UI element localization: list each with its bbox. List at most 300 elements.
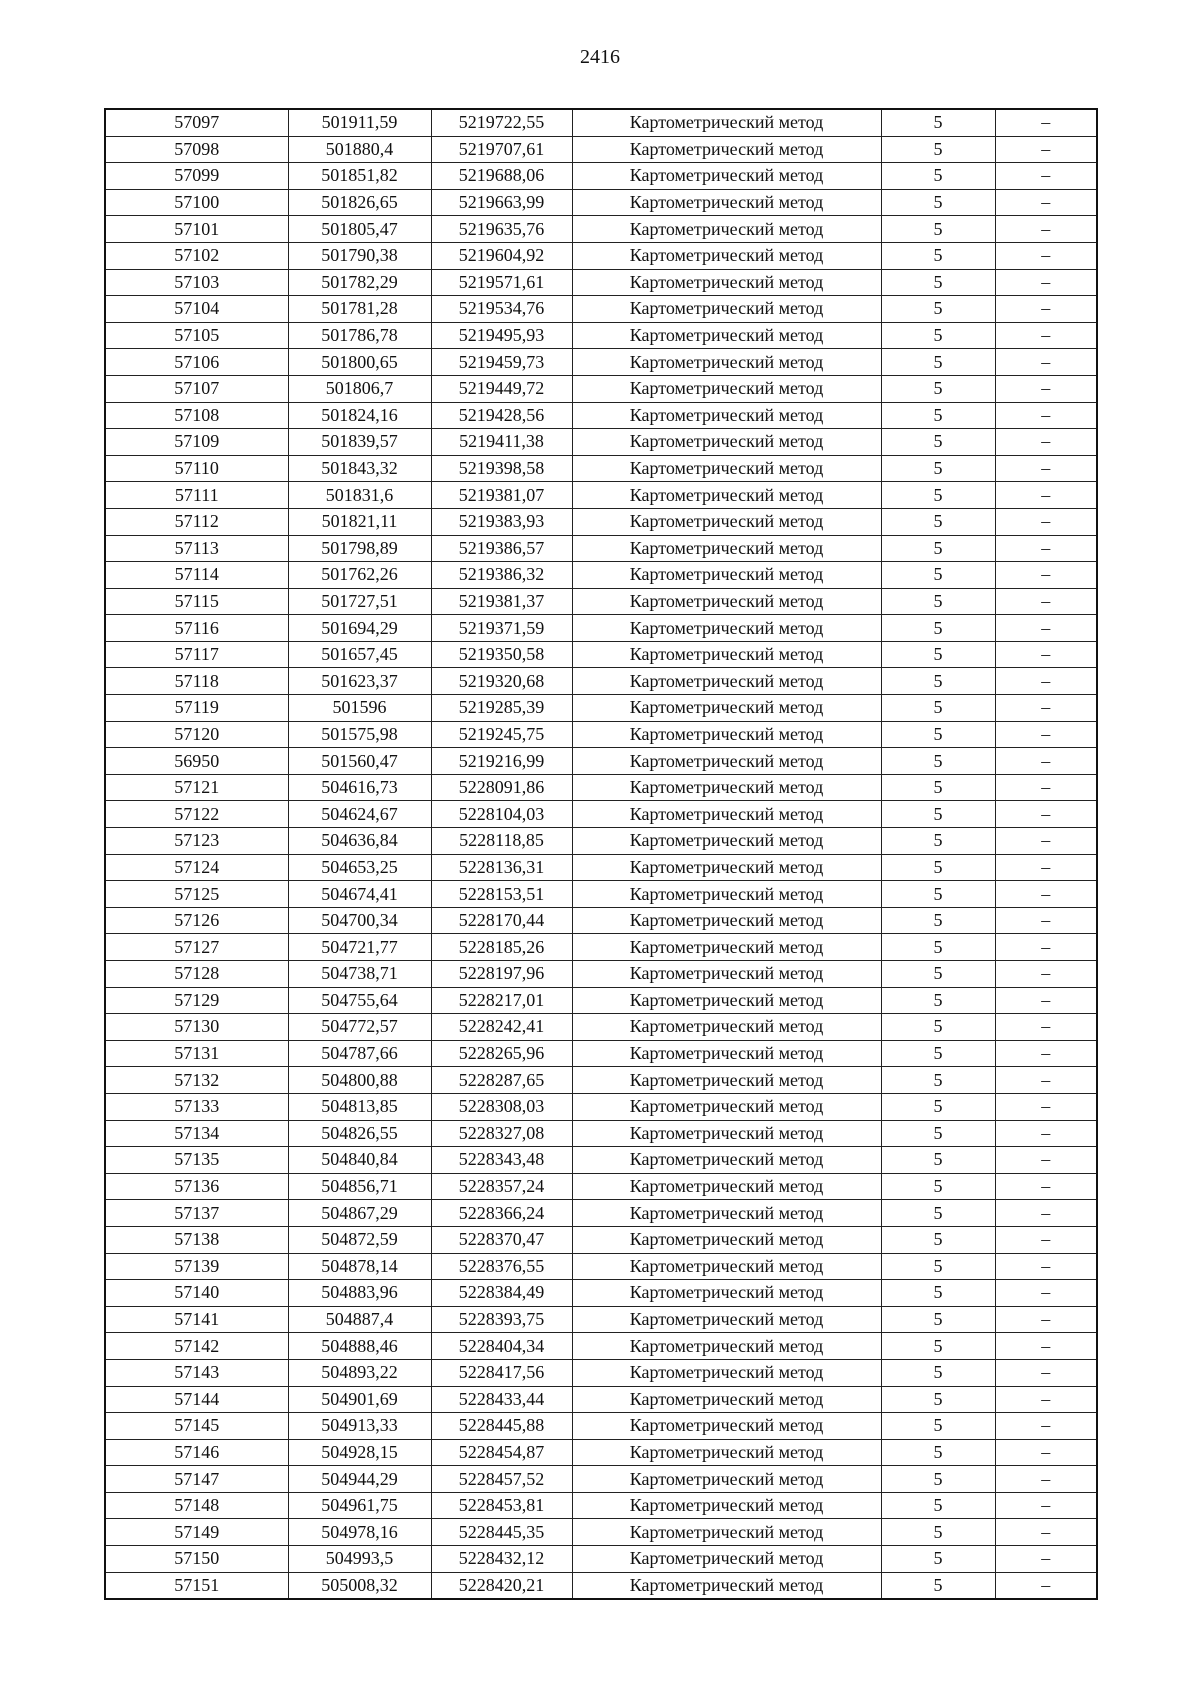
method-cell: Картометрический метод <box>572 455 881 482</box>
accuracy-cell: 5 <box>881 535 995 562</box>
coordinates-table <box>104 108 1098 1600</box>
point-number-cell: 57144 <box>105 1386 288 1413</box>
x-coordinate-cell: 501762,26 <box>288 562 431 589</box>
accuracy-cell: 5 <box>881 1200 995 1227</box>
page-number: 2416 <box>580 46 620 68</box>
point-number-cell: 57115 <box>105 588 288 615</box>
y-coordinate-cell: 5228432,12 <box>431 1546 572 1573</box>
description-cell: – <box>995 1200 1097 1227</box>
description-cell: – <box>995 1173 1097 1200</box>
table-row <box>105 1014 1097 1041</box>
point-number-cell: 57133 <box>105 1093 288 1120</box>
method-cell: Картометрический метод <box>572 508 881 535</box>
table-row <box>105 615 1097 642</box>
method-cell: Картометрический метод <box>572 1120 881 1147</box>
method-cell: Картометрический метод <box>572 721 881 748</box>
point-number-cell: 57134 <box>105 1120 288 1147</box>
y-coordinate-cell: 5219722,55 <box>431 109 572 136</box>
method-cell: Картометрический метод <box>572 242 881 269</box>
y-coordinate-cell: 5228265,96 <box>431 1040 572 1067</box>
y-coordinate-cell: 5228308,03 <box>431 1093 572 1120</box>
description-cell: – <box>995 588 1097 615</box>
accuracy-cell: 5 <box>881 1439 995 1466</box>
table-row <box>105 269 1097 296</box>
accuracy-cell: 5 <box>881 1466 995 1493</box>
table-row <box>105 1492 1097 1519</box>
y-coordinate-cell: 5219216,99 <box>431 748 572 775</box>
y-coordinate-cell: 5219534,76 <box>431 296 572 323</box>
y-coordinate-cell: 5228384,49 <box>431 1280 572 1307</box>
method-cell: Картометрический метод <box>572 854 881 881</box>
y-coordinate-cell: 5228197,96 <box>431 961 572 988</box>
x-coordinate-cell: 504872,59 <box>288 1226 431 1253</box>
accuracy-cell: 5 <box>881 615 995 642</box>
x-coordinate-cell: 504674,41 <box>288 881 431 908</box>
y-coordinate-cell: 5219571,61 <box>431 269 572 296</box>
accuracy-cell: 5 <box>881 1067 995 1094</box>
method-cell: Картометрический метод <box>572 1519 881 1546</box>
x-coordinate-cell: 504856,71 <box>288 1173 431 1200</box>
x-coordinate-cell: 504928,15 <box>288 1439 431 1466</box>
y-coordinate-cell: 5219386,32 <box>431 562 572 589</box>
table-row <box>105 1359 1097 1386</box>
x-coordinate-cell: 501798,89 <box>288 535 431 562</box>
description-cell: – <box>995 748 1097 775</box>
point-number-cell: 57107 <box>105 375 288 402</box>
accuracy-cell: 5 <box>881 1546 995 1573</box>
accuracy-cell: 5 <box>881 189 995 216</box>
description-cell: – <box>995 854 1097 881</box>
point-number-cell: 57145 <box>105 1413 288 1440</box>
y-coordinate-cell: 5219381,07 <box>431 482 572 509</box>
description-cell: – <box>995 562 1097 589</box>
method-cell: Картометрический метод <box>572 1439 881 1466</box>
accuracy-cell: 5 <box>881 508 995 535</box>
description-cell: – <box>995 1492 1097 1519</box>
point-number-cell: 57146 <box>105 1439 288 1466</box>
method-cell: Картометрический метод <box>572 1492 881 1519</box>
table-row <box>105 961 1097 988</box>
point-number-cell: 57120 <box>105 721 288 748</box>
accuracy-cell: 5 <box>881 1014 995 1041</box>
x-coordinate-cell: 501790,38 <box>288 242 431 269</box>
description-cell: – <box>995 801 1097 828</box>
description-cell: – <box>995 1306 1097 1333</box>
y-coordinate-cell: 5228404,34 <box>431 1333 572 1360</box>
point-number-cell: 57132 <box>105 1067 288 1094</box>
accuracy-cell: 5 <box>881 934 995 961</box>
accuracy-cell: 5 <box>881 854 995 881</box>
accuracy-cell: 5 <box>881 1120 995 1147</box>
y-coordinate-cell: 5228376,55 <box>431 1253 572 1280</box>
description-cell: – <box>995 1253 1097 1280</box>
y-coordinate-cell: 5219635,76 <box>431 216 572 243</box>
description-cell: – <box>995 1040 1097 1067</box>
x-coordinate-cell: 504883,96 <box>288 1280 431 1307</box>
table-row <box>105 1067 1097 1094</box>
y-coordinate-cell: 5228420,21 <box>431 1572 572 1599</box>
point-number-cell: 57106 <box>105 349 288 376</box>
point-number-cell: 57147 <box>105 1466 288 1493</box>
method-cell: Картометрический метод <box>572 1413 881 1440</box>
description-cell: – <box>995 721 1097 748</box>
method-cell: Картометрический метод <box>572 189 881 216</box>
point-number-cell: 57149 <box>105 1519 288 1546</box>
x-coordinate-cell: 504624,67 <box>288 801 431 828</box>
method-cell: Картометрический метод <box>572 163 881 190</box>
description-cell: – <box>995 1147 1097 1174</box>
description-cell: – <box>995 482 1097 509</box>
x-coordinate-cell: 504913,33 <box>288 1413 431 1440</box>
point-number-cell: 57114 <box>105 562 288 589</box>
method-cell: Картометрический метод <box>572 1466 881 1493</box>
description-cell: – <box>995 615 1097 642</box>
table-row <box>105 1413 1097 1440</box>
point-number-cell: 57102 <box>105 242 288 269</box>
y-coordinate-cell: 5219383,93 <box>431 508 572 535</box>
accuracy-cell: 5 <box>881 269 995 296</box>
accuracy-cell: 5 <box>881 774 995 801</box>
point-number-cell: 57138 <box>105 1226 288 1253</box>
description-cell: – <box>995 695 1097 722</box>
method-cell: Картометрический метод <box>572 349 881 376</box>
description-cell: – <box>995 907 1097 934</box>
x-coordinate-cell: 504993,5 <box>288 1546 431 1573</box>
table-row <box>105 987 1097 1014</box>
description-cell: – <box>995 1280 1097 1307</box>
point-number-cell: 57135 <box>105 1147 288 1174</box>
accuracy-cell: 5 <box>881 1386 995 1413</box>
point-number-cell: 56950 <box>105 748 288 775</box>
accuracy-cell: 5 <box>881 668 995 695</box>
accuracy-cell: 5 <box>881 695 995 722</box>
description-cell: – <box>995 1572 1097 1599</box>
y-coordinate-cell: 5228357,24 <box>431 1173 572 1200</box>
method-cell: Картометрический метод <box>572 429 881 456</box>
table-row <box>105 136 1097 163</box>
y-coordinate-cell: 5219688,06 <box>431 163 572 190</box>
accuracy-cell: 5 <box>881 588 995 615</box>
accuracy-cell: 5 <box>881 1519 995 1546</box>
table-row <box>105 455 1097 482</box>
point-number-cell: 57129 <box>105 987 288 1014</box>
y-coordinate-cell: 5219285,39 <box>431 695 572 722</box>
x-coordinate-cell: 504961,75 <box>288 1492 431 1519</box>
table-row <box>105 1333 1097 1360</box>
point-number-cell: 57116 <box>105 615 288 642</box>
description-cell: – <box>995 1333 1097 1360</box>
point-number-cell: 57099 <box>105 163 288 190</box>
method-cell: Картометрический метод <box>572 1040 881 1067</box>
x-coordinate-cell: 501824,16 <box>288 402 431 429</box>
table-row <box>105 721 1097 748</box>
x-coordinate-cell: 504616,73 <box>288 774 431 801</box>
table-row <box>105 242 1097 269</box>
method-cell: Картометрический метод <box>572 269 881 296</box>
point-number-cell: 57148 <box>105 1492 288 1519</box>
description-cell: – <box>995 1519 1097 1546</box>
point-number-cell: 57137 <box>105 1200 288 1227</box>
description-cell: – <box>995 216 1097 243</box>
y-coordinate-cell: 5228457,52 <box>431 1466 572 1493</box>
accuracy-cell: 5 <box>881 1253 995 1280</box>
description-cell: – <box>995 242 1097 269</box>
y-coordinate-cell: 5219663,99 <box>431 189 572 216</box>
x-coordinate-cell: 501786,78 <box>288 322 431 349</box>
table-row <box>105 854 1097 881</box>
y-coordinate-cell: 5228454,87 <box>431 1439 572 1466</box>
table-row <box>105 1439 1097 1466</box>
x-coordinate-cell: 501727,51 <box>288 588 431 615</box>
point-number-cell: 57121 <box>105 774 288 801</box>
point-number-cell: 57136 <box>105 1173 288 1200</box>
point-number-cell: 57108 <box>105 402 288 429</box>
table-row <box>105 828 1097 855</box>
point-number-cell: 57101 <box>105 216 288 243</box>
method-cell: Картометрический метод <box>572 961 881 988</box>
table-row <box>105 1519 1097 1546</box>
y-coordinate-cell: 5228417,56 <box>431 1359 572 1386</box>
y-coordinate-cell: 5219320,68 <box>431 668 572 695</box>
accuracy-cell: 5 <box>881 429 995 456</box>
y-coordinate-cell: 5219350,58 <box>431 641 572 668</box>
x-coordinate-cell: 501831,6 <box>288 482 431 509</box>
method-cell: Картометрический метод <box>572 1280 881 1307</box>
description-cell: – <box>995 1439 1097 1466</box>
method-cell: Картометрический метод <box>572 668 881 695</box>
point-number-cell: 57105 <box>105 322 288 349</box>
description-cell: – <box>995 1359 1097 1386</box>
table-row <box>105 189 1097 216</box>
x-coordinate-cell: 504840,84 <box>288 1147 431 1174</box>
method-cell: Картометрический метод <box>572 1386 881 1413</box>
method-cell: Картометрический метод <box>572 774 881 801</box>
accuracy-cell: 5 <box>881 801 995 828</box>
method-cell: Картометрический метод <box>572 535 881 562</box>
accuracy-cell: 5 <box>881 1226 995 1253</box>
description-cell: – <box>995 881 1097 908</box>
x-coordinate-cell: 504978,16 <box>288 1519 431 1546</box>
point-number-cell: 57127 <box>105 934 288 961</box>
point-number-cell: 57097 <box>105 109 288 136</box>
x-coordinate-cell: 504738,71 <box>288 961 431 988</box>
point-number-cell: 57139 <box>105 1253 288 1280</box>
description-cell: – <box>995 1226 1097 1253</box>
y-coordinate-cell: 5219707,61 <box>431 136 572 163</box>
y-coordinate-cell: 5219449,72 <box>431 375 572 402</box>
point-number-cell: 57113 <box>105 535 288 562</box>
description-cell: – <box>995 1466 1097 1493</box>
x-coordinate-cell: 504888,46 <box>288 1333 431 1360</box>
accuracy-cell: 5 <box>881 322 995 349</box>
table-row <box>105 907 1097 934</box>
description-cell: – <box>995 1093 1097 1120</box>
table-row <box>105 163 1097 190</box>
x-coordinate-cell: 501657,45 <box>288 641 431 668</box>
accuracy-cell: 5 <box>881 1492 995 1519</box>
x-coordinate-cell: 501560,47 <box>288 748 431 775</box>
description-cell: – <box>995 296 1097 323</box>
table-row <box>105 668 1097 695</box>
x-coordinate-cell: 504653,25 <box>288 854 431 881</box>
x-coordinate-cell: 504772,57 <box>288 1014 431 1041</box>
table-row <box>105 216 1097 243</box>
method-cell: Картометрический метод <box>572 1226 881 1253</box>
table-row <box>105 109 1097 136</box>
table-row <box>105 296 1097 323</box>
table-row <box>105 402 1097 429</box>
x-coordinate-cell: 504944,29 <box>288 1466 431 1493</box>
description-cell: – <box>995 1386 1097 1413</box>
table-row <box>105 881 1097 908</box>
point-number-cell: 57131 <box>105 1040 288 1067</box>
point-number-cell: 57098 <box>105 136 288 163</box>
x-coordinate-cell: 505008,32 <box>288 1572 431 1599</box>
method-cell: Картометрический метод <box>572 296 881 323</box>
table-row <box>105 1253 1097 1280</box>
accuracy-cell: 5 <box>881 349 995 376</box>
y-coordinate-cell: 5219604,92 <box>431 242 572 269</box>
point-number-cell: 57142 <box>105 1333 288 1360</box>
x-coordinate-cell: 504755,64 <box>288 987 431 1014</box>
method-cell: Картометрический метод <box>572 801 881 828</box>
y-coordinate-cell: 5228393,75 <box>431 1306 572 1333</box>
point-number-cell: 57100 <box>105 189 288 216</box>
table-row <box>105 1306 1097 1333</box>
accuracy-cell: 5 <box>881 136 995 163</box>
description-cell: – <box>995 668 1097 695</box>
y-coordinate-cell: 5228453,81 <box>431 1492 572 1519</box>
table-row <box>105 1120 1097 1147</box>
description-cell: – <box>995 961 1097 988</box>
accuracy-cell: 5 <box>881 402 995 429</box>
accuracy-cell: 5 <box>881 987 995 1014</box>
description-cell: – <box>995 402 1097 429</box>
description-cell: – <box>995 375 1097 402</box>
point-number-cell: 57125 <box>105 881 288 908</box>
method-cell: Картометрический метод <box>572 934 881 961</box>
description-cell: – <box>995 163 1097 190</box>
table-row <box>105 934 1097 961</box>
y-coordinate-cell: 5228242,41 <box>431 1014 572 1041</box>
y-coordinate-cell: 5219459,73 <box>431 349 572 376</box>
method-cell: Картометрический метод <box>572 1093 881 1120</box>
y-coordinate-cell: 5228104,03 <box>431 801 572 828</box>
y-coordinate-cell: 5228366,24 <box>431 1200 572 1227</box>
method-cell: Картометрический метод <box>572 482 881 509</box>
accuracy-cell: 5 <box>881 455 995 482</box>
x-coordinate-cell: 501782,29 <box>288 269 431 296</box>
table-row <box>105 588 1097 615</box>
table-row <box>105 429 1097 456</box>
accuracy-cell: 5 <box>881 961 995 988</box>
accuracy-cell: 5 <box>881 1306 995 1333</box>
description-cell: – <box>995 535 1097 562</box>
point-number-cell: 57122 <box>105 801 288 828</box>
y-coordinate-cell: 5219398,58 <box>431 455 572 482</box>
y-coordinate-cell: 5228091,86 <box>431 774 572 801</box>
description-cell: – <box>995 987 1097 1014</box>
accuracy-cell: 5 <box>881 562 995 589</box>
point-number-cell: 57150 <box>105 1546 288 1573</box>
point-number-cell: 57123 <box>105 828 288 855</box>
point-number-cell: 57128 <box>105 961 288 988</box>
point-number-cell: 57110 <box>105 455 288 482</box>
description-cell: – <box>995 1067 1097 1094</box>
y-coordinate-cell: 5228433,44 <box>431 1386 572 1413</box>
method-cell: Картометрический метод <box>572 562 881 589</box>
table-row <box>105 482 1097 509</box>
point-number-cell: 57103 <box>105 269 288 296</box>
description-cell: – <box>995 828 1097 855</box>
method-cell: Картометрический метод <box>572 1147 881 1174</box>
x-coordinate-cell: 501826,65 <box>288 189 431 216</box>
x-coordinate-cell: 501839,57 <box>288 429 431 456</box>
y-coordinate-cell: 5228343,48 <box>431 1147 572 1174</box>
method-cell: Картометрический метод <box>572 987 881 1014</box>
point-number-cell: 57141 <box>105 1306 288 1333</box>
accuracy-cell: 5 <box>881 907 995 934</box>
description-cell: – <box>995 189 1097 216</box>
y-coordinate-cell: 5228327,08 <box>431 1120 572 1147</box>
description-cell: – <box>995 508 1097 535</box>
point-number-cell: 57126 <box>105 907 288 934</box>
x-coordinate-cell: 501694,29 <box>288 615 431 642</box>
method-cell: Картометрический метод <box>572 1333 881 1360</box>
point-number-cell: 57104 <box>105 296 288 323</box>
x-coordinate-cell: 504901,69 <box>288 1386 431 1413</box>
y-coordinate-cell: 5219386,57 <box>431 535 572 562</box>
point-number-cell: 57117 <box>105 641 288 668</box>
table-row <box>105 1466 1097 1493</box>
accuracy-cell: 5 <box>881 1280 995 1307</box>
table-row <box>105 1040 1097 1067</box>
point-number-cell: 57124 <box>105 854 288 881</box>
point-number-cell: 57119 <box>105 695 288 722</box>
x-coordinate-cell: 504800,88 <box>288 1067 431 1094</box>
x-coordinate-cell: 501843,32 <box>288 455 431 482</box>
point-number-cell: 57140 <box>105 1280 288 1307</box>
description-cell: – <box>995 322 1097 349</box>
table-row <box>105 1572 1097 1599</box>
method-cell: Картометрический метод <box>572 828 881 855</box>
table-row <box>105 695 1097 722</box>
method-cell: Картометрический метод <box>572 1253 881 1280</box>
table-row <box>105 1280 1097 1307</box>
table-row <box>105 1093 1097 1120</box>
x-coordinate-cell: 504878,14 <box>288 1253 431 1280</box>
table-row <box>105 562 1097 589</box>
point-number-cell: 57130 <box>105 1014 288 1041</box>
x-coordinate-cell: 501800,65 <box>288 349 431 376</box>
description-cell: – <box>995 429 1097 456</box>
accuracy-cell: 5 <box>881 641 995 668</box>
x-coordinate-cell: 504887,4 <box>288 1306 431 1333</box>
table-body <box>105 109 1097 1599</box>
description-cell: – <box>995 774 1097 801</box>
table-row <box>105 1200 1097 1227</box>
description-cell: – <box>995 1014 1097 1041</box>
table-row <box>105 349 1097 376</box>
method-cell: Картометрический метод <box>572 1200 881 1227</box>
method-cell: Картометрический метод <box>572 1173 881 1200</box>
method-cell: Картометрический метод <box>572 1067 881 1094</box>
method-cell: Картометрический метод <box>572 375 881 402</box>
table-row <box>105 1226 1097 1253</box>
description-cell: – <box>995 1546 1097 1573</box>
y-coordinate-cell: 5228153,51 <box>431 881 572 908</box>
method-cell: Картометрический метод <box>572 1306 881 1333</box>
